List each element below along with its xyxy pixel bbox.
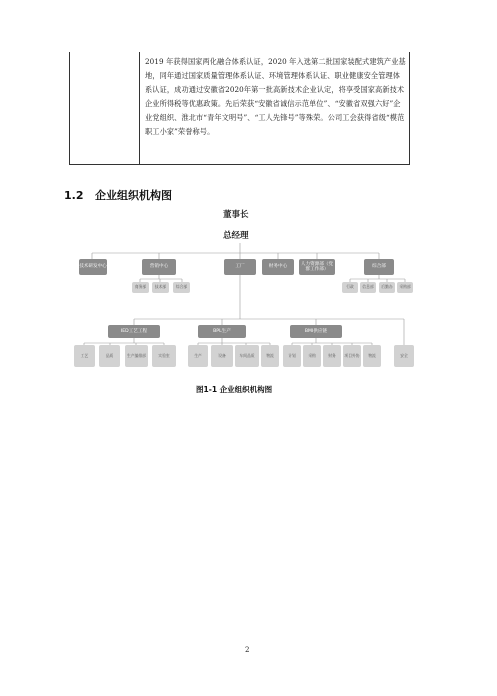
page-number: 2 [245, 646, 250, 654]
bmi-sub-1: 采购 [303, 345, 321, 367]
group-ied: IED工艺工程 [108, 325, 160, 338]
bmi-sub-0: 计划 [283, 345, 301, 367]
group-bmi: BMI供应链 [290, 325, 342, 338]
dept-finance: 财务中心 [262, 259, 294, 275]
bpl-sub-2: 车间品质 [235, 345, 259, 367]
admin-sub-1: 信息部 [360, 282, 376, 293]
dept-factory: 工厂 [224, 259, 256, 275]
section-title: 企业组织机构图 [95, 189, 173, 202]
admin-sub-3: 采购部 [397, 282, 413, 293]
chairman-label: 董事长 [223, 210, 249, 220]
safety-sub: 安全 [394, 345, 414, 367]
bpl-sub-0: 生产 [188, 345, 208, 367]
figure-caption: 图1-1 企业组织机构图 [196, 385, 273, 394]
bpl-sub-3: 物流 [261, 345, 279, 367]
section-number: 1.2 [64, 189, 84, 202]
bmi-sub-3: 项目外协 [343, 345, 361, 367]
marketing-sub-0: 商务部 [132, 282, 149, 293]
marketing-sub-2: 综合部 [173, 282, 190, 293]
admin-sub-0: 行政 [342, 282, 358, 293]
ied-sub-2: 生产编排部 [125, 345, 148, 367]
bmi-sub-2: 财务 [323, 345, 341, 367]
section-heading [64, 187, 172, 203]
dept-hr: 人力资源部（党群工作部） [299, 259, 335, 275]
table-column-divider [139, 52, 140, 164]
ied-sub-3: 实验室 [152, 345, 176, 367]
admin-sub-2: 后勤办 [379, 282, 395, 293]
org-chart [74, 205, 421, 375]
dept-tech: 技术研发中心 [79, 259, 107, 275]
bpl-sub-1: 设备 [211, 345, 233, 367]
ied-sub-0: 工艺 [74, 345, 95, 367]
ied-sub-1: 品质 [99, 345, 120, 367]
dept-marketing: 营销中心 [142, 259, 176, 275]
info-table [69, 52, 410, 165]
group-bpl: BPL生产 [198, 325, 246, 338]
table-paragraph: 2019 年获得国家两化融合体系认证，2020 年入选第二批国家装配式建筑产业基地，同年通过国家质量管理体系认证、环境管理体系认证、职业健康安全管理体系认证，成功通过安徽省2020年第一批高新技术企业认定，将享受国家高新技术企业所得税等优惠政策。先后荣获“安徽省诚信示范单位”、“安徽省双强六好”企业党组织、淮北市“青年文明号”、“工人先锋号”等殊荣。公司工会获得省级“模范职工小家”荣誉称号。 [145, 57, 406, 137]
dept-admin: 综合部 [364, 259, 394, 275]
bmi-sub-4: 物流 [363, 345, 381, 367]
general-manager-label: 总经理 [223, 231, 249, 241]
marketing-sub-1: 技术部 [152, 282, 169, 293]
